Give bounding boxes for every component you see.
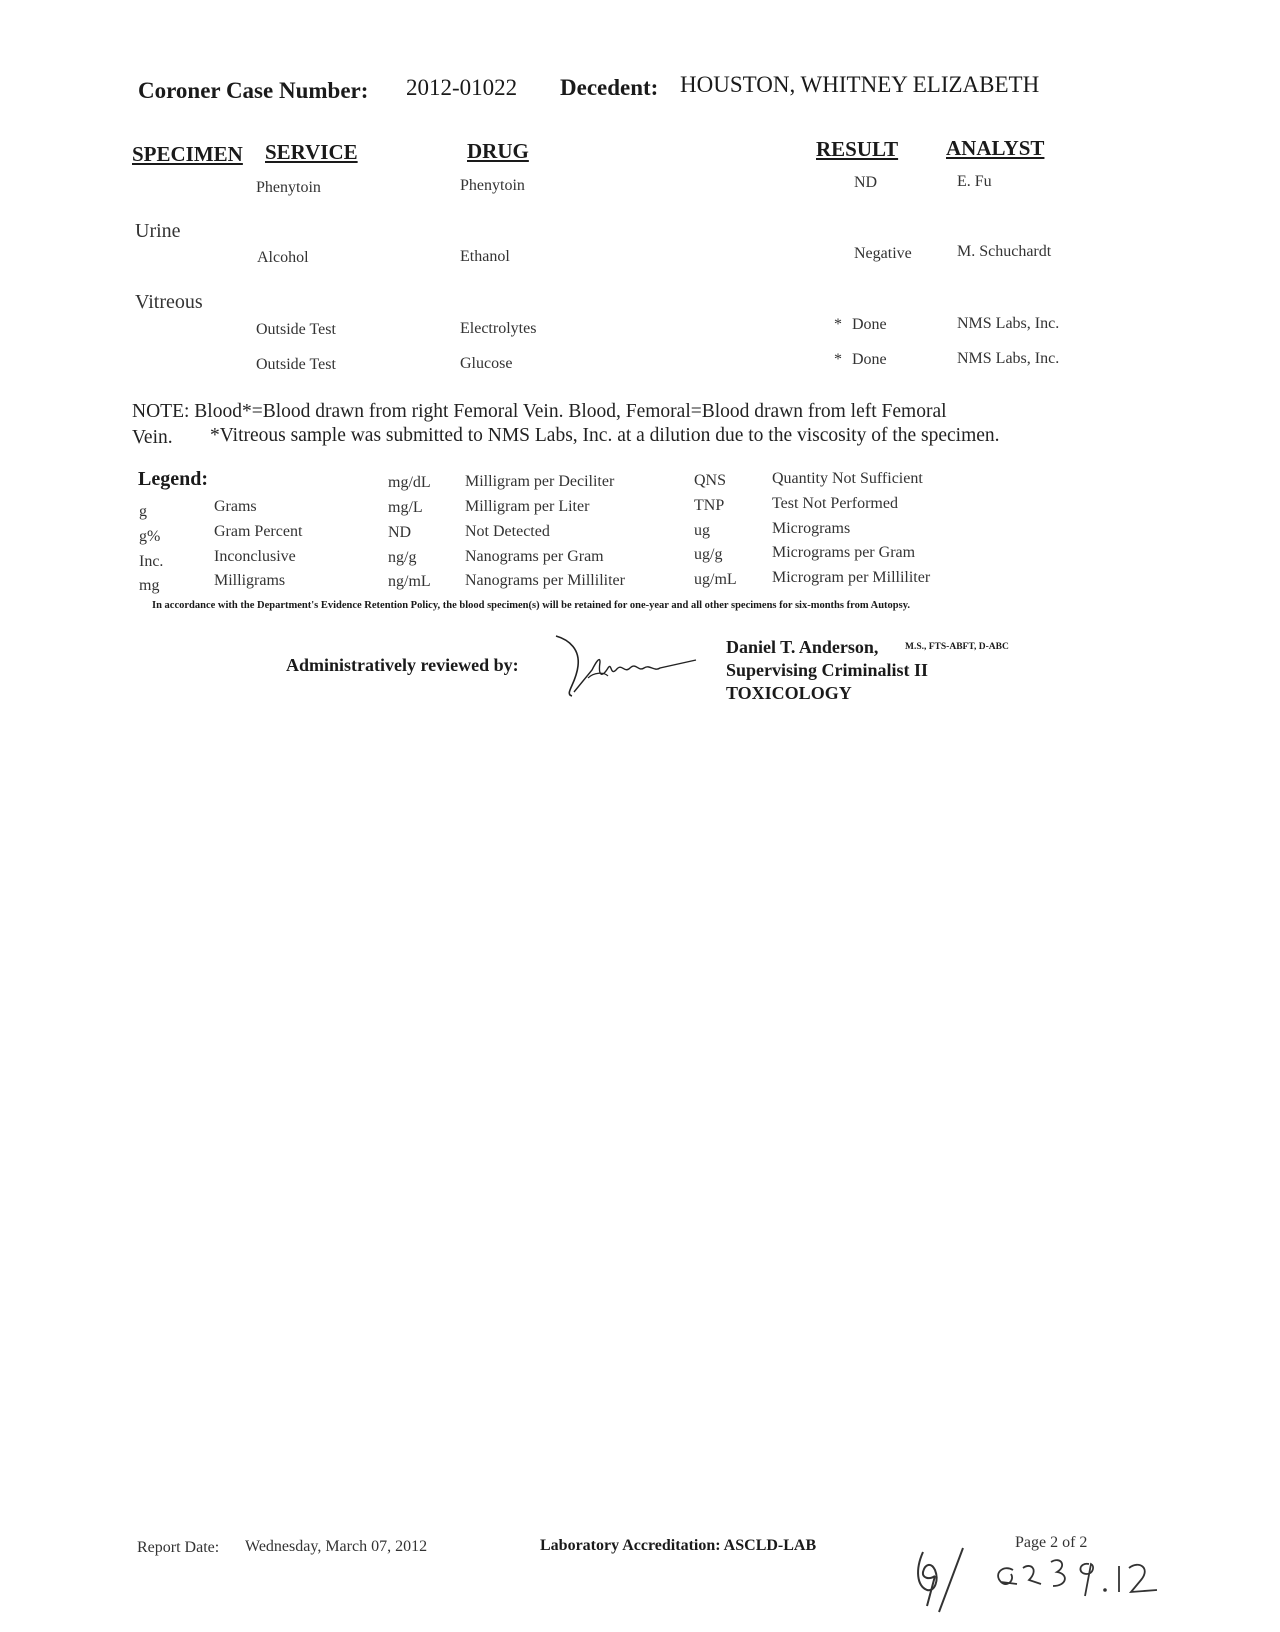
legend-desc: Not Detected bbox=[465, 523, 550, 540]
legend-abbr: QNS bbox=[694, 472, 727, 489]
case-number: 2012-01022 bbox=[406, 75, 518, 100]
table-row-cell-specimen: Vitreous bbox=[135, 291, 203, 313]
decedent-name: HOUSTON, WHITNEY ELIZABETH bbox=[680, 72, 1040, 97]
report-date-label: Report Date: bbox=[137, 1539, 220, 1556]
legend-abbr: ng/g bbox=[388, 549, 417, 566]
table-row-cell-result: * Done bbox=[834, 351, 887, 368]
table-row-cell-result: * Done bbox=[834, 316, 887, 333]
column-header-analyst: ANALYST bbox=[946, 136, 1045, 160]
legend-abbr: ug/g bbox=[694, 546, 723, 563]
note-line-1: NOTE: Blood*=Blood drawn from right Femoral Vein. Blood, Femoral=Blood drawn from left Femoral bbox=[132, 401, 947, 422]
legend-desc: Microgram per Milliliter bbox=[772, 569, 931, 586]
table-row-cell-drug: Electrolytes bbox=[460, 320, 537, 337]
table-row-cell-drug: Phenytoin bbox=[460, 177, 525, 194]
note-line-2: *Vitreous sample was submitted to NMS Labs, Inc. at a dilution due to the viscosity of the specimen. bbox=[210, 425, 1000, 446]
table-row-cell-analyst: E. Fu bbox=[957, 173, 992, 190]
report-date: Wednesday, March 07, 2012 bbox=[245, 1538, 428, 1555]
note-line-2-lead: Vein. bbox=[132, 427, 173, 448]
legend-abbr: mg bbox=[139, 577, 160, 594]
legend-desc: Grams bbox=[214, 498, 257, 515]
legend-desc: Nanograms per Milliliter bbox=[465, 572, 625, 589]
legend-desc: Milligram per Liter bbox=[465, 498, 590, 515]
legend-abbr: ng/mL bbox=[388, 573, 431, 590]
table-row-cell-analyst: NMS Labs, Inc. bbox=[957, 315, 1060, 332]
legend-desc: Inconclusive bbox=[214, 548, 296, 565]
legend-desc: Milligrams bbox=[214, 572, 286, 589]
retention-policy: In accordance with the Department's Evidence Retention Policy, the blood specimen(s) will be retained for one-year and all other specimens for six-months from Autopsy. bbox=[152, 600, 911, 611]
column-header-result: RESULT bbox=[816, 137, 899, 161]
legend-abbr: ND bbox=[388, 524, 412, 541]
table-row-cell-analyst: NMS Labs, Inc. bbox=[957, 350, 1060, 367]
case-number-label: Coroner Case Number: bbox=[138, 78, 369, 103]
page-number: Page 2 of 2 bbox=[1015, 1534, 1088, 1551]
table-row-cell-result: Negative bbox=[854, 245, 912, 262]
legend-desc: Milligram per Deciliter bbox=[465, 473, 615, 490]
reviewer-name: Daniel T. Anderson, bbox=[726, 637, 879, 657]
table-row-cell-analyst: M. Schuchardt bbox=[957, 243, 1052, 260]
legend-abbr: TNP bbox=[694, 497, 725, 514]
legend-abbr: mg/dL bbox=[388, 474, 431, 491]
legend-title: Legend: bbox=[138, 468, 208, 490]
table-row-cell-specimen: Urine bbox=[135, 220, 181, 242]
handwritten-annotation bbox=[905, 1540, 1185, 1620]
legend-desc: Micrograms per Gram bbox=[772, 544, 916, 561]
reviewed-by-label: Administratively reviewed by: bbox=[286, 655, 519, 675]
legend-desc: Micrograms bbox=[772, 520, 851, 537]
lab-accreditation: Laboratory Accreditation: ASCLD-LAB bbox=[540, 1537, 817, 1554]
legend-abbr: mg/L bbox=[388, 499, 423, 516]
legend-abbr: ug bbox=[694, 522, 710, 539]
reviewer-credentials: M.S., FTS-ABFT, D-ABC bbox=[905, 642, 1009, 652]
legend-abbr: g bbox=[139, 503, 147, 520]
reviewer-unit: TOXICOLOGY bbox=[726, 683, 852, 703]
table-row-cell-service: Phenytoin bbox=[256, 179, 321, 196]
table-row-cell-drug: Ethanol bbox=[460, 248, 510, 265]
reviewer-title: Supervising Criminalist II bbox=[726, 660, 929, 680]
column-header-service: SERVICE bbox=[265, 140, 358, 164]
table-row-cell-drug: Glucose bbox=[460, 355, 513, 372]
legend-abbr: ug/mL bbox=[694, 571, 737, 588]
legend-desc: Test Not Performed bbox=[772, 495, 898, 512]
legend-abbr: g% bbox=[139, 528, 161, 545]
legend-abbr: Inc. bbox=[139, 553, 164, 570]
table-row-cell-service: Outside Test bbox=[256, 321, 336, 338]
legend-desc: Quantity Not Sufficient bbox=[772, 470, 923, 487]
table-row-cell-result: ND bbox=[854, 174, 878, 191]
table-row-cell-service: Outside Test bbox=[256, 356, 336, 373]
legend-desc: Nanograms per Gram bbox=[465, 548, 604, 565]
legend-desc: Gram Percent bbox=[214, 523, 303, 540]
column-header-drug: DRUG bbox=[467, 139, 529, 163]
table-row-cell-service: Alcohol bbox=[257, 249, 309, 266]
decedent-label: Decedent: bbox=[560, 75, 659, 100]
column-header-specimen: SPECIMEN bbox=[132, 142, 243, 166]
signature-image bbox=[550, 632, 700, 704]
